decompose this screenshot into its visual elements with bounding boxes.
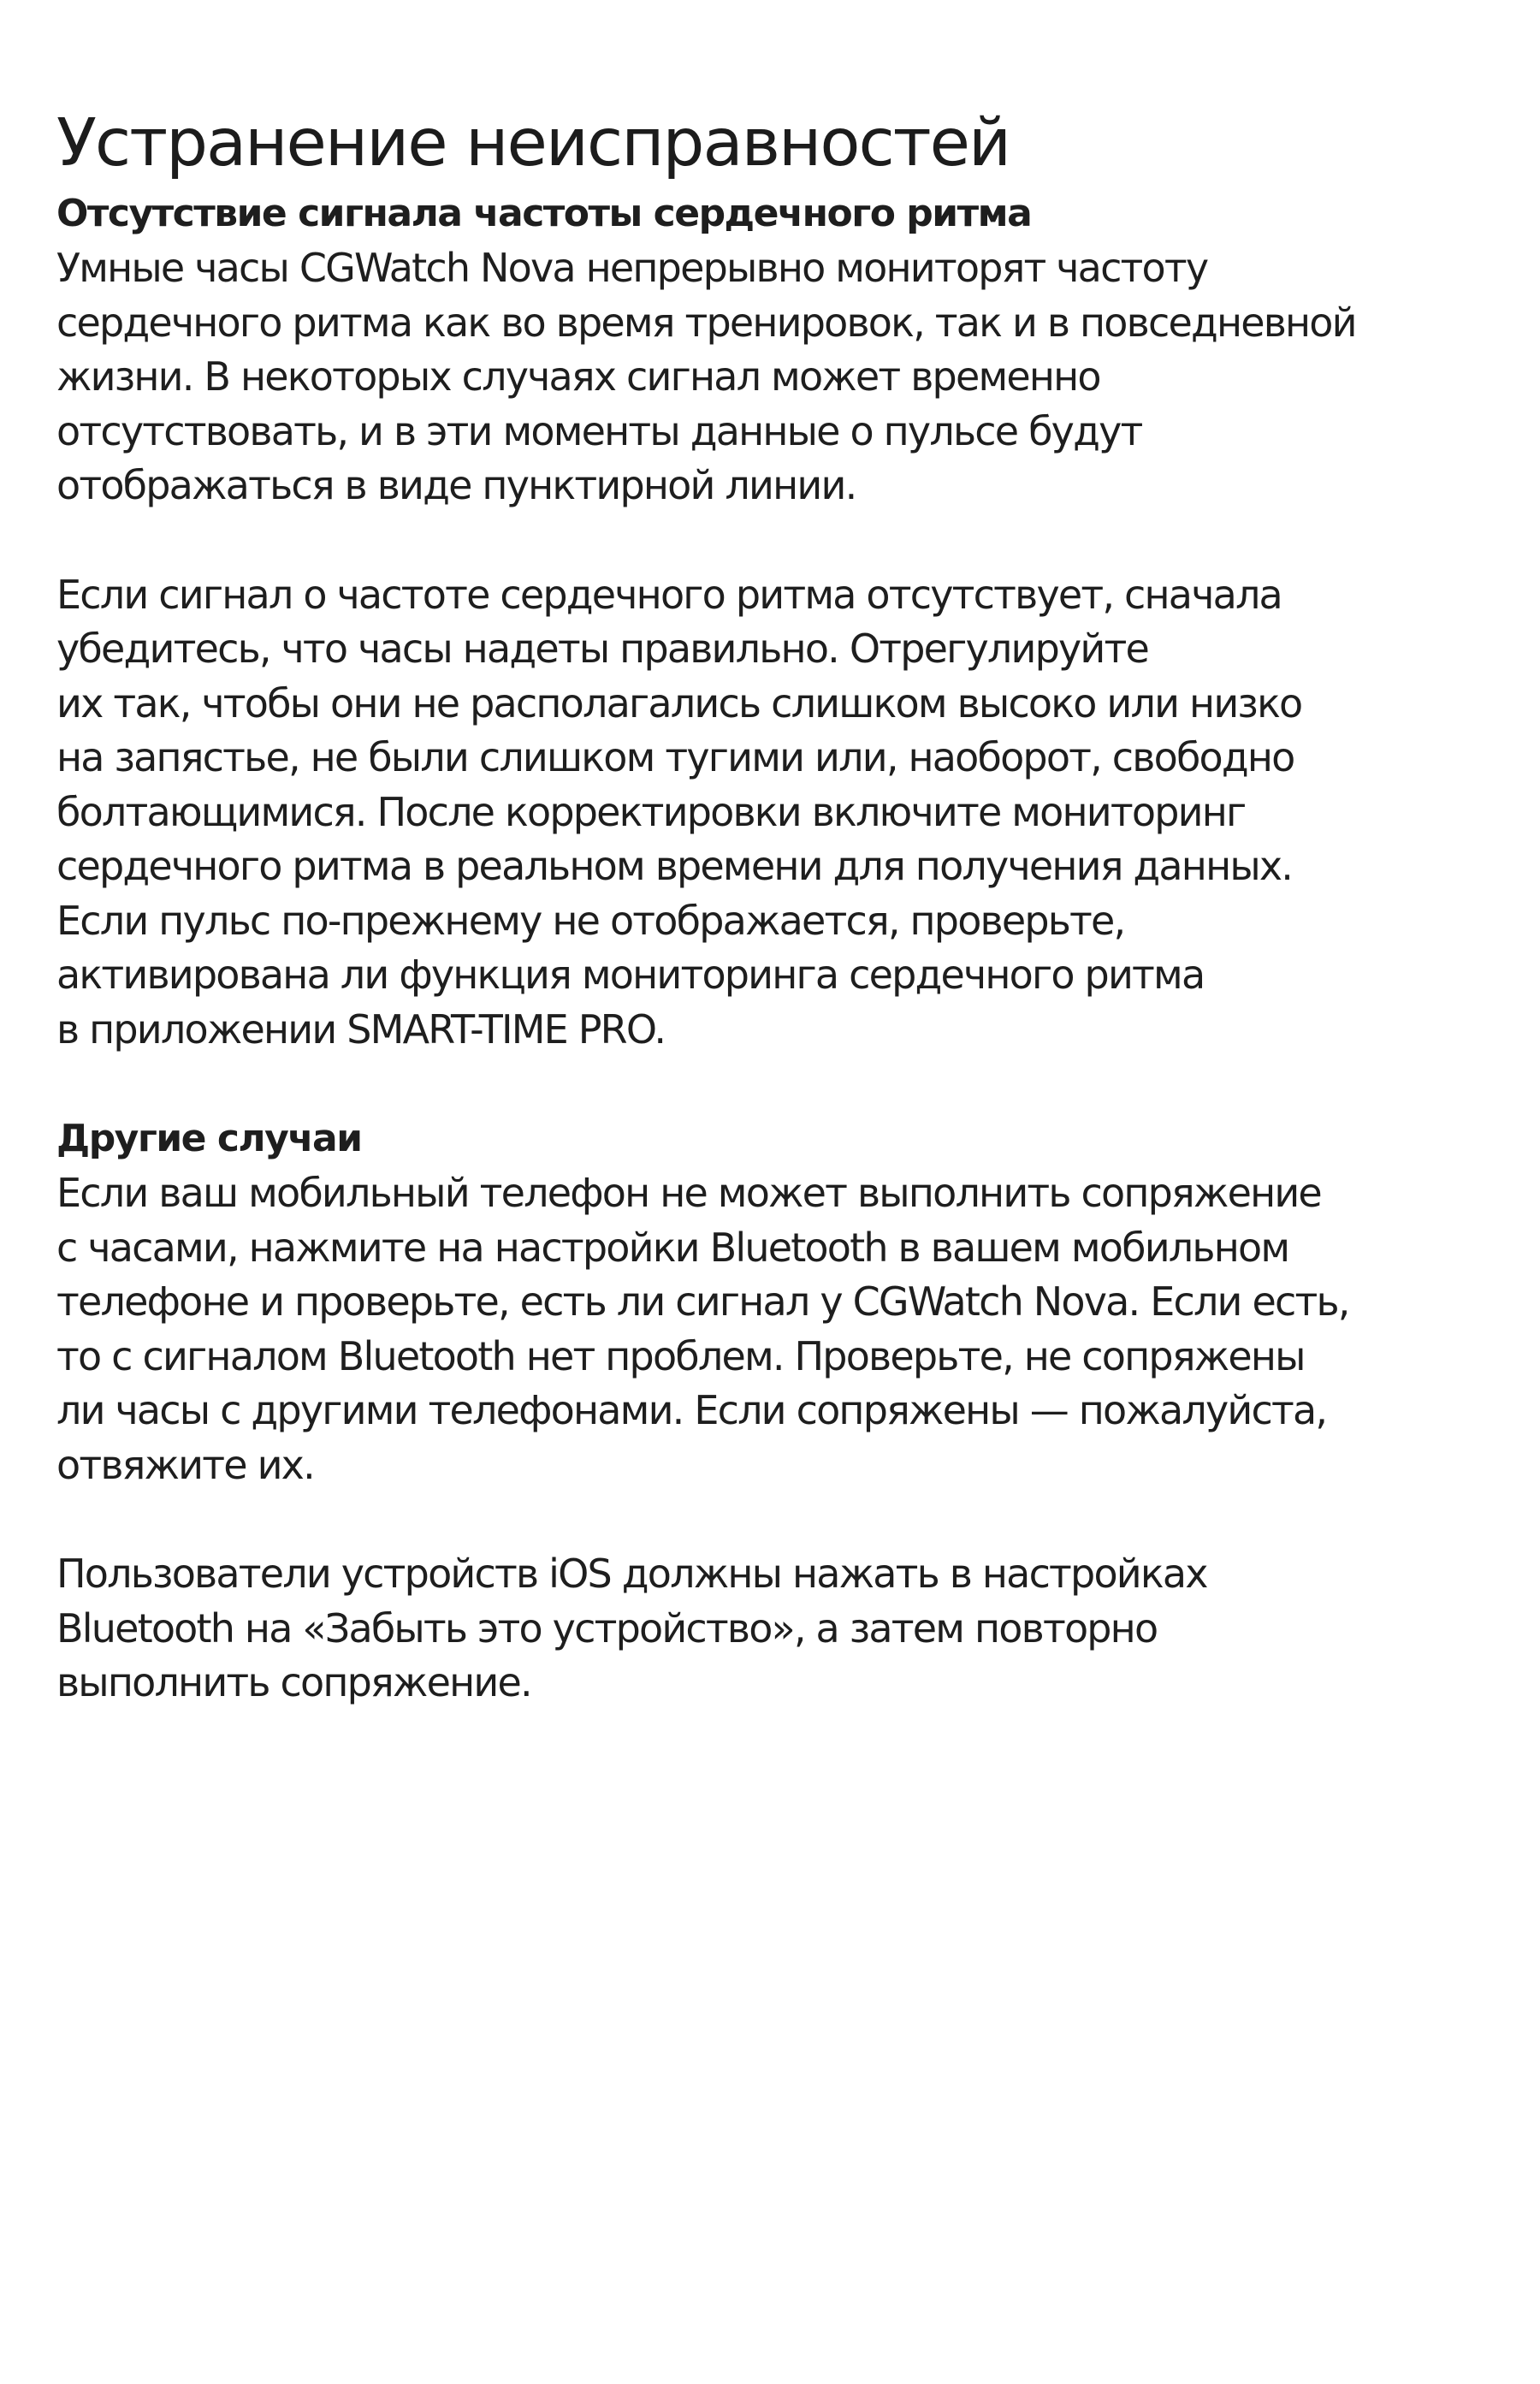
- section-spacer: [56, 1057, 1502, 1112]
- paragraph: [56, 568, 1502, 1058]
- text-line: отображаться в виде пунктирной линии.: [56, 462, 856, 508]
- text-line: Пользователи устройств iOS должны нажать в настройках: [56, 1551, 1207, 1597]
- text-line: то с сигналом Bluetooth нет проблем. Проверьте, не сопряжены: [56, 1332, 1305, 1379]
- text-line: на запястье, не были слишком тугими или, наоборот, свободно: [56, 734, 1294, 780]
- text-line: ли часы с другими телефонами. Если сопряжены — пожалуйста,: [56, 1387, 1327, 1433]
- text-line: их так, чтобы они не располагались слишком высоко или низко: [56, 679, 1302, 726]
- section-no-heart-rate-signal: [56, 187, 1502, 1057]
- paragraph-spacer: [56, 513, 1502, 568]
- section-heading: Другие случаи: [56, 1117, 362, 1160]
- paragraph: [56, 1166, 1502, 1492]
- text-line: с часами, нажмите на настройки Bluetooth в вашем мобильном: [56, 1224, 1289, 1271]
- text-line: Если ваш мобильный телефон не может выполнить сопряжение: [56, 1170, 1321, 1216]
- text-line: Если пульс по-прежнему не отображается, проверьте,: [56, 897, 1125, 944]
- page-title: Устранение неисправностей: [56, 105, 1010, 181]
- text-line: Умные часы CGWatch Nova непрерывно мониторят частоту: [56, 245, 1208, 291]
- text-line: сердечного ритма в реальном времени для получения данных.: [56, 843, 1293, 889]
- text-line: активирована ли функция мониторинга сердечного ритма: [56, 952, 1205, 998]
- text-line: сердечного ритма как во время тренировок, так и в повседневной: [56, 299, 1356, 346]
- text-line: убедитесь, что часы надеты правильно. Отрегулируйте: [56, 626, 1149, 672]
- text-line: болтающимися. После корректировки включите мониторинг: [56, 788, 1246, 835]
- text-line: жизни. В некоторых случаях сигнал может временно: [56, 353, 1100, 400]
- paragraph-spacer: [56, 1492, 1502, 1547]
- text-line: отвяжите их.: [56, 1441, 314, 1488]
- text-line: отсутствовать, и в эти моменты данные о пульсе будут: [56, 407, 1142, 454]
- text-line: Bluetooth на «Забыть это устройство», а затем повторно: [56, 1604, 1158, 1652]
- text-line: телефоне и проверьте, есть ли сигнал у CGWatch Nova. Если есть,: [56, 1278, 1349, 1325]
- paragraph: [56, 1547, 1502, 1711]
- section-heading: Отсутствие сигнала частоты сердечного ритма: [56, 192, 1032, 235]
- text-line: выполнить сопряжение.: [56, 1659, 531, 1705]
- section-other-cases: [56, 1112, 1502, 1711]
- text-line: в приложении SMART-TIME PRO.: [56, 1005, 666, 1053]
- document-page: [56, 101, 1502, 1711]
- text-line: Если сигнал о частоте сердечного ритма отсутствует, сначала: [56, 571, 1282, 618]
- paragraph: [56, 241, 1502, 513]
